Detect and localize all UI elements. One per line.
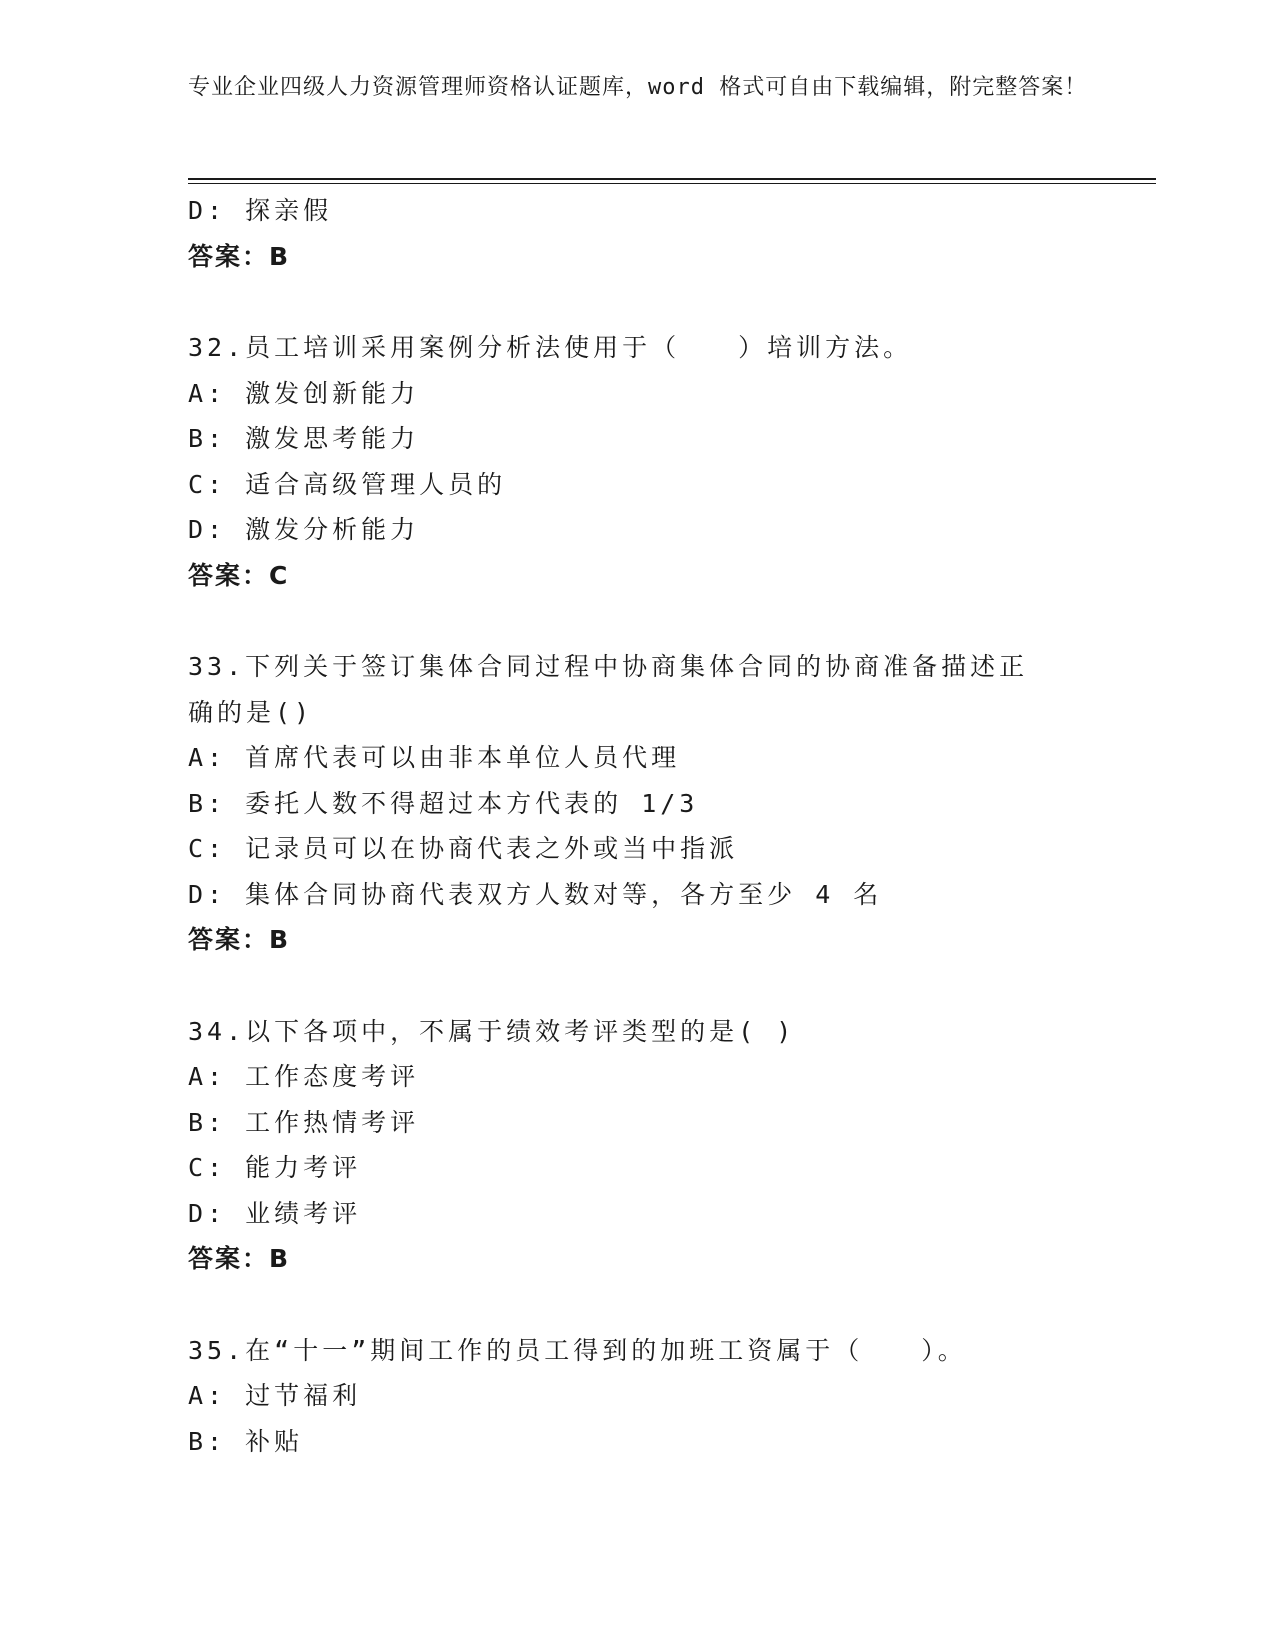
spacer [188, 1282, 1088, 1328]
question-block [188, 644, 1088, 963]
question-stem: 34.以下各项中，不属于绩效考评类型的是( ) [188, 1016, 796, 1046]
question-block [188, 325, 1088, 598]
document-header: 专业企业四级人力资源管理师资格认证题库，word 格式可自由下载编辑，附完整答案！ [188, 75, 1088, 100]
answer-line: 答案：B [188, 925, 291, 954]
question-block [188, 1328, 1088, 1465]
option-line: D: 探亲假 [188, 196, 333, 225]
answer-line: 答案：B [188, 241, 291, 271]
header-divider [188, 178, 1156, 180]
question-list [188, 188, 1088, 1464]
option-line: C: 适合高级管理人员的 [188, 469, 507, 499]
option-line: A: 过节福利 [188, 1381, 362, 1410]
option-line: B: 激发思考能力 [188, 424, 420, 453]
header-divider-thin [188, 183, 1156, 184]
option-line: D: 激发分析能力 [188, 515, 420, 544]
option-line: D: 业绩考评 [188, 1198, 362, 1228]
spacer [188, 279, 1088, 325]
option-line: A: 激发创新能力 [188, 378, 420, 408]
spacer [188, 598, 1088, 644]
option-line: B: 补贴 [188, 1426, 304, 1456]
answer-line: 答案：B [188, 1244, 291, 1273]
question-block [188, 1009, 1088, 1282]
spacer [188, 963, 1088, 1009]
option-line: B: 工作热情考评 [188, 1107, 420, 1137]
option-line: A: 首席代表可以由非本单位人员代理 [188, 743, 681, 772]
question-stem: 35.在“十一”期间工作的员工得到的加班工资属于（ ）。 [188, 1335, 967, 1365]
option-line: C: 记录员可以在协商代表之外或当中指派 [188, 834, 739, 863]
option-line: B: 委托人数不得超过本方代表的 1/3 [188, 788, 699, 818]
question-stem: 33.下列关于签订集体合同过程中协商集体合同的协商准备描述正确的是() [188, 652, 1029, 727]
answer-line: 答案：C [188, 560, 290, 590]
option-line: C: 能力考评 [188, 1153, 362, 1182]
option-line: A: 工作态度考评 [188, 1062, 420, 1091]
option-line: D: 集体合同协商代表双方人数对等，各方至少 4 名 [188, 879, 883, 909]
question-stem: 32.员工培训采用案例分析法使用于（ ）培训方法。 [188, 333, 913, 362]
